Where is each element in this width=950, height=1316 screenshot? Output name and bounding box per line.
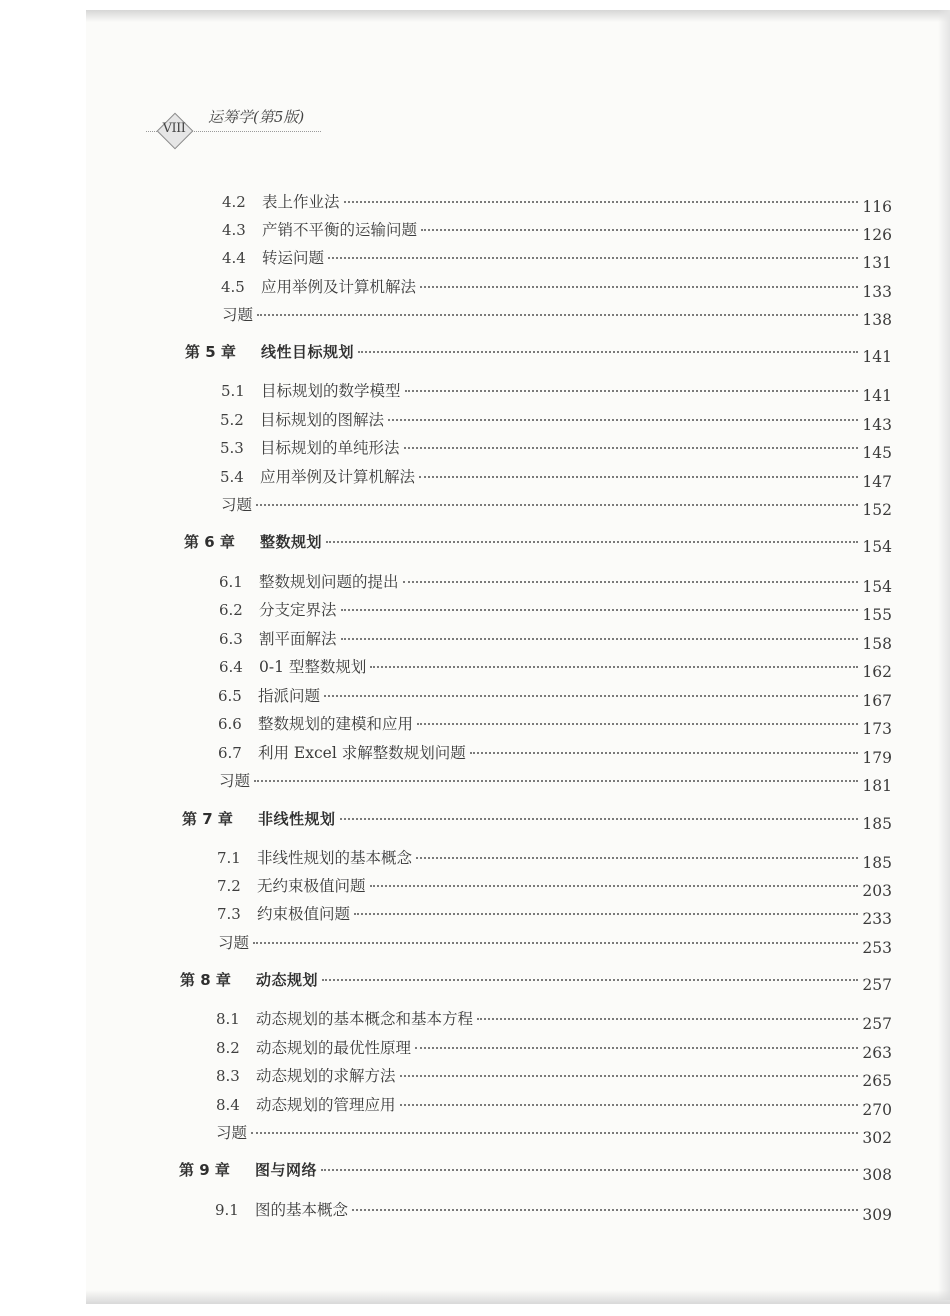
scan-top-edge [86,10,950,22]
dot-leader [322,979,858,981]
toc-page-number: 302 [862,1129,892,1147]
dot-leader [400,1075,859,1077]
toc-section-row[interactable] [218,741,892,767]
toc-page-number: 145 [862,444,892,462]
dot-leader [256,504,858,506]
toc-title: 整数规划问题的提出 [259,573,399,591]
toc-title: 割平面解法 [259,630,337,648]
toc-title: 产销不平衡的运输问题 [262,221,418,239]
toc-page-number: 116 [862,198,892,216]
toc-page-number: 152 [862,501,892,519]
toc-number: 5.1 [221,382,245,400]
toc-title: 应用举例及计算机解法 [261,278,417,296]
toc-title: 约束极值问题 [257,905,351,923]
toc-title: 分支定界法 [259,601,337,619]
dot-leader [417,723,858,725]
toc-section-row[interactable] [216,1036,892,1062]
toc-number: 6.1 [219,573,243,591]
toc-section-row[interactable] [220,436,892,462]
toc-page-number: 233 [862,910,892,928]
toc-section-row[interactable] [220,408,892,434]
toc-page-number: 141 [862,387,892,405]
toc-number: 8.2 [216,1039,240,1057]
toc-number: 7.3 [217,905,241,923]
toc-section-row[interactable] [217,846,892,872]
toc-title: 非线性规划 [258,810,336,828]
toc-page-number: 154 [862,578,892,596]
page-number: VIII [162,121,186,136]
toc-chapter-row[interactable] [184,531,892,556]
toc-number: 第 6 章 [184,533,235,551]
dot-leader [341,638,859,640]
toc-number: 5.4 [220,468,244,486]
dot-leader [328,257,858,259]
toc-title: 目标规划的图解法 [260,411,385,429]
toc-title: 习题 [222,306,254,324]
toc-number: 4.5 [221,278,245,296]
toc-chapter-row[interactable] [185,341,892,366]
toc-page-number: 265 [862,1072,892,1090]
toc-section-row[interactable] [222,246,892,272]
toc-section-row[interactable] [216,1007,892,1033]
dot-leader [416,857,858,859]
dot-leader [404,447,859,449]
toc-chapter-row[interactable] [180,969,892,994]
dot-leader [358,351,858,353]
toc-page-number: 185 [862,815,892,833]
toc-number: 4.2 [222,193,246,211]
toc-section-row[interactable] [221,379,892,405]
toc-title: 目标规划的数学模型 [261,382,401,400]
dot-leader [403,581,859,583]
toc-title: 非线性规划的基本概念 [257,849,413,867]
toc-number: 4.3 [222,221,246,239]
dot-leader [341,609,859,611]
toc-number: 第 5 章 [185,343,236,361]
dot-leader [405,390,859,392]
dot-leader [324,695,858,697]
dot-leader [420,286,858,288]
toc-title: 习题 [216,1124,248,1142]
toc-title: 习题 [221,496,253,514]
dot-leader [257,314,858,316]
toc-page-number: 133 [862,283,892,301]
toc-title: 整数规划 [260,533,323,551]
toc-title: 表上作业法 [262,193,340,211]
toc-page-number: 308 [862,1166,892,1184]
toc-section-row[interactable] [219,627,892,653]
toc-page-number: 270 [862,1101,892,1119]
toc-title: 动态规划的基本概念和基本方程 [256,1010,474,1028]
dot-leader [251,1132,858,1134]
toc-exercise-row[interactable] [221,493,892,519]
dot-leader [321,1169,858,1171]
toc-number: 8.1 [216,1010,240,1028]
dot-leader [253,942,858,944]
toc-number: 7.2 [217,877,241,895]
dot-leader [352,1209,858,1211]
toc-page-number: 253 [862,939,892,957]
book-title: 运筹学(第5版) [208,108,305,126]
toc-title: 动态规划的求解方法 [256,1067,396,1085]
toc-page-number: 257 [862,1015,892,1033]
toc-title: 指派问题 [258,687,321,705]
toc-page-number: 126 [862,226,892,244]
toc-page-number: 181 [862,777,892,795]
toc-exercise-row[interactable] [222,303,892,329]
dot-leader [470,752,859,754]
toc-number: 4.4 [222,249,246,267]
toc-number: 6.5 [218,687,242,705]
toc-page-number: 154 [862,538,892,556]
toc-section-row[interactable] [216,1093,892,1119]
toc-page-number: 141 [862,348,892,366]
toc-section-row[interactable] [217,902,892,928]
toc-section-row[interactable] [215,1198,892,1224]
scan-bottom-edge [86,1290,950,1304]
toc-number: 第 8 章 [180,971,231,989]
dot-leader [370,885,859,887]
toc-title: 目标规划的单纯形法 [260,439,400,457]
dot-leader [344,201,859,203]
toc-title: 线性目标规划 [261,343,355,361]
toc-page-number: 185 [862,854,892,872]
toc-chapter-row[interactable] [179,1159,892,1184]
toc-title: 转运问题 [262,249,325,267]
toc-number: 9.1 [215,1201,239,1219]
toc-section-row[interactable] [219,598,892,624]
toc-chapter-row[interactable] [182,808,892,833]
toc-section-row[interactable] [220,465,892,491]
toc-title: 整数规划的建模和应用 [258,715,414,733]
toc-title: 利用 Excel 求解整数规划问题 [258,744,466,762]
toc-number: 5.3 [220,439,244,457]
dot-leader [370,666,858,668]
toc-page-number: 309 [862,1206,892,1224]
scan-right-edge [938,10,950,1300]
dot-leader [340,818,859,820]
toc-exercise-row[interactable] [218,931,892,957]
toc-number: 6.6 [218,715,242,733]
toc-page-number: 147 [862,473,892,491]
toc-number: 8.3 [216,1067,240,1085]
toc-title: 习题 [218,934,250,952]
dot-leader [326,541,858,543]
dot-leader [388,419,858,421]
toc-section-row[interactable] [216,1064,892,1090]
toc-number: 7.1 [217,849,241,867]
toc-page-number: 179 [862,749,892,767]
toc-title: 习题 [219,772,251,790]
toc-title: 动态规划 [256,971,319,989]
toc-page-number: 143 [862,416,892,434]
toc-page-number: 158 [862,635,892,653]
toc-number: 第 9 章 [179,1161,230,1179]
toc-page-number: 162 [862,663,892,681]
toc-section-row[interactable] [218,712,892,738]
toc-title: 应用举例及计算机解法 [260,468,416,486]
dot-leader [354,913,858,915]
toc-page-number: 155 [862,606,892,624]
dot-leader [419,476,858,478]
toc-page-number: 263 [862,1044,892,1062]
toc-page-number: 131 [862,254,892,272]
toc-title: 0-1 型整数规划 [259,658,367,676]
toc-number: 第 7 章 [182,810,233,828]
toc-title: 动态规划的管理应用 [256,1096,396,1114]
toc-page-number: 138 [862,311,892,329]
dot-leader [400,1104,859,1106]
toc-title: 图与网络 [255,1161,318,1179]
toc-number: 6.2 [219,601,243,619]
toc-section-row[interactable] [219,655,892,681]
dot-leader [477,1018,858,1020]
toc-page-number: 257 [862,976,892,994]
toc-section-row[interactable] [222,190,892,216]
toc-page-number: 167 [862,692,892,710]
running-header [146,104,446,148]
toc-exercise-row[interactable] [216,1121,892,1147]
toc-number: 6.3 [219,630,243,648]
toc-title: 图的基本概念 [255,1201,349,1219]
toc-page-number: 173 [862,720,892,738]
toc-section-row[interactable] [222,218,892,244]
dot-leader [254,780,858,782]
toc-page-number: 203 [862,882,892,900]
toc-number: 6.4 [219,658,243,676]
toc-number: 8.4 [216,1096,240,1114]
toc-title: 动态规划的最优性原理 [256,1039,412,1057]
toc-section-row[interactable] [219,570,892,596]
toc-section-row[interactable] [218,684,892,710]
toc-section-row[interactable] [221,275,892,301]
dot-leader [421,229,858,231]
toc-section-row[interactable] [217,874,892,900]
toc-number: 6.7 [218,744,242,762]
toc-exercise-row[interactable] [219,769,892,795]
toc-number: 5.2 [220,411,244,429]
toc-title: 无约束极值问题 [257,877,366,895]
dot-leader [415,1047,858,1049]
